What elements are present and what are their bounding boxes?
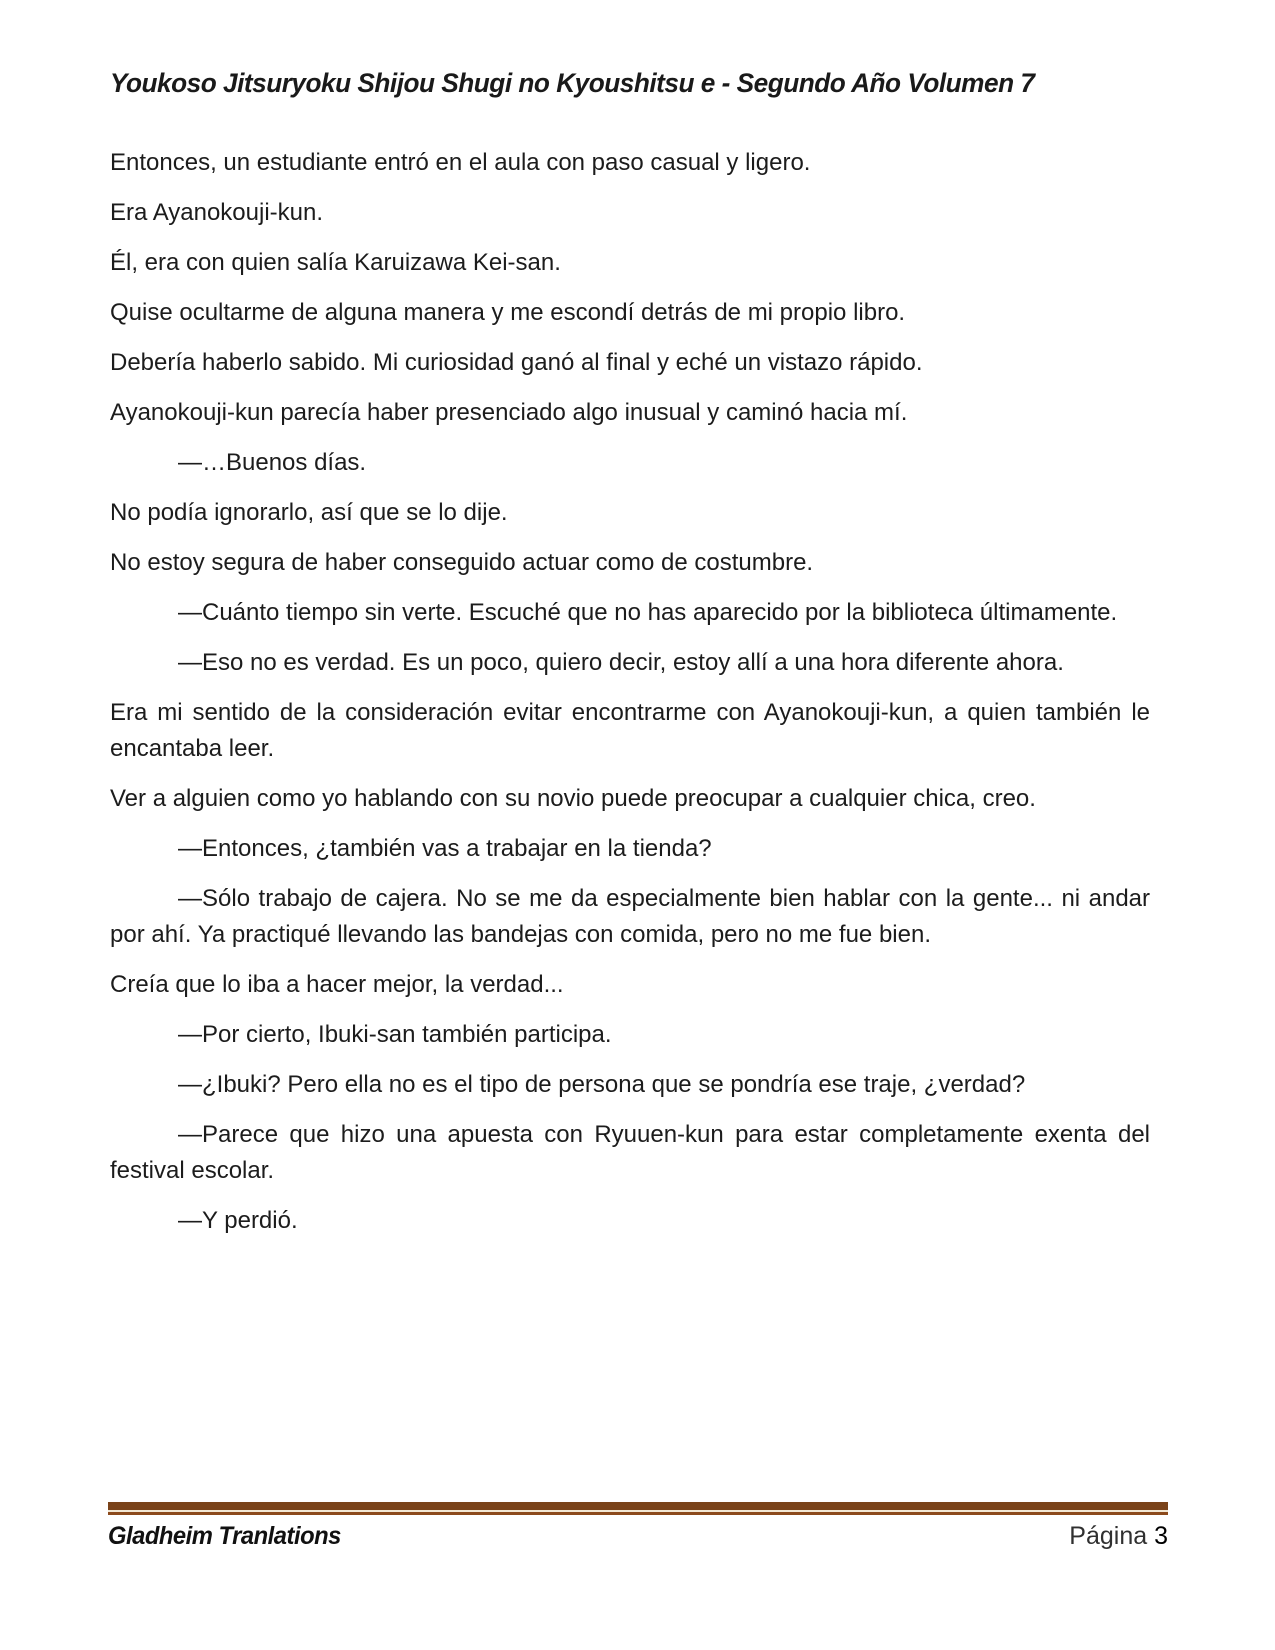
footer-divider-thick-bar (108, 1502, 1168, 1510)
paragraph: —Parece que hizo una apuesta con Ryuuen-kun para estar completamente exenta del festival escolar. (110, 1121, 1150, 1184)
paragraph: —Entonces, ¿también vas a trabajar en la tienda? (178, 835, 712, 862)
footer-brand: Gladheim Tranlations (108, 1522, 341, 1550)
paragraph: Debería haberlo sabido. Mi curiosidad ganó al final y eché un vistazo rápido. (110, 349, 923, 376)
paragraph: Era Ayanokouji-kun. (110, 199, 324, 226)
paragraph: Entonces, un estudiante entró en el aula con paso casual y ligero. (110, 149, 811, 176)
paragraph: No estoy segura de haber conseguido actuar como de costumbre. (110, 549, 814, 576)
footer-page-number (1069, 1522, 1168, 1551)
footer-divider (108, 1502, 1168, 1515)
page-header (110, 68, 1150, 99)
footer-divider-thin-bar (108, 1512, 1168, 1515)
paragraph: Él, era con quien salía Karuizawa Kei-san. (110, 249, 561, 276)
paragraph: Creía que lo iba a hacer mejor, la verdad... (110, 971, 564, 998)
paragraph: —Por cierto, Ibuki-san también participa. (178, 1021, 612, 1048)
header-title: Youkoso Jitsuryoku Shijou Shugi no Kyoushitsu e - Segundo Año Volumen 7 (110, 68, 1035, 98)
document-body (110, 145, 1150, 1253)
footer-page-label: Página (1069, 1522, 1148, 1550)
paragraph: Ver a alguien como yo hablando con su novio puede preocupar a cualquier chica, creo. (110, 785, 1036, 812)
footer-page-value: 3 (1154, 1522, 1168, 1550)
footer-row (108, 1522, 1168, 1551)
paragraph: —Eso no es verdad. Es un poco, quiero decir, estoy allí a una hora diferente ahora. (178, 649, 1064, 676)
paragraph: —Cuánto tiempo sin verte. Escuché que no has aparecido por la biblioteca últimamente. (178, 599, 1118, 626)
paragraph: —…Buenos días. (178, 449, 367, 476)
paragraph: —Y perdió. (178, 1207, 298, 1234)
paragraph: No podía ignorarlo, así que se lo dije. (110, 499, 508, 526)
paragraph: Quise ocultarme de alguna manera y me escondí detrás de mi propio libro. (110, 299, 906, 326)
paragraph: Ayanokouji-kun parecía haber presenciado algo inusual y caminó hacia mí. (110, 399, 908, 426)
paragraph: —¿Ibuki? Pero ella no es el tipo de persona que se pondría ese traje, ¿verdad? (178, 1071, 1026, 1098)
paragraph: —Sólo trabajo de cajera. No se me da especialmente bien hablar con la gente... ni andar por ahí. Ya practiqué llevando las bandejas con comida, pero no me fue bien. (110, 885, 1150, 948)
paragraph: Era mi sentido de la consideración evitar encontrarme con Ayanokouji-kun, a quien también le encantaba leer. (110, 699, 1150, 762)
page-footer (108, 1502, 1168, 1551)
